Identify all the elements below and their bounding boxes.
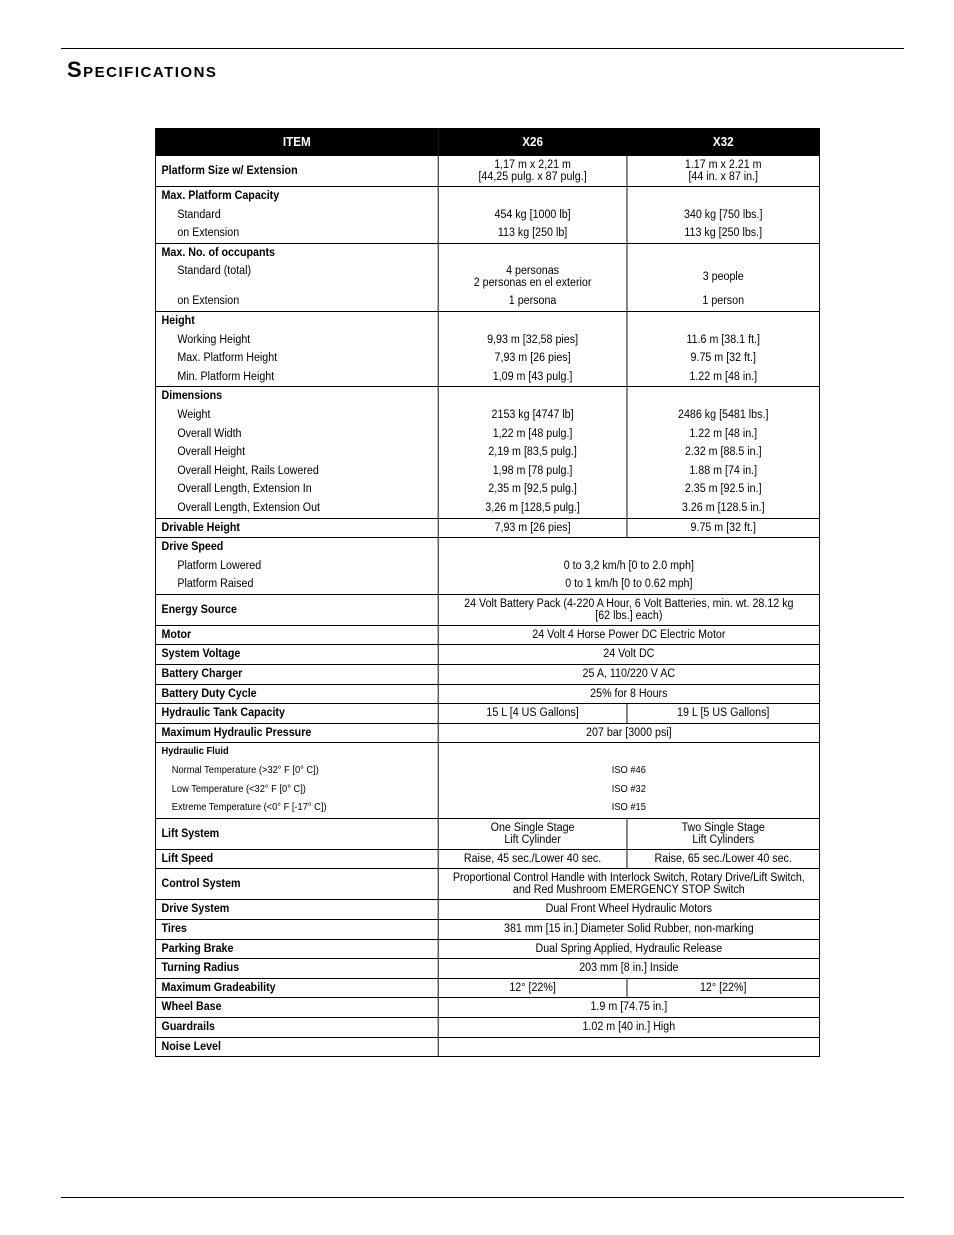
value-x32: 9.75 m [32 ft.]: [627, 518, 820, 538]
row-label: Standard (total): [155, 262, 438, 292]
value-both: 381 mm [15 in.] Diameter Solid Rubber, non-marking: [438, 920, 819, 940]
value-x26: 1,22 m [48 pulg.]: [438, 425, 627, 444]
row-label: Hydraulic Tank Capacity: [155, 704, 438, 724]
row-label: Overall Length, Extension Out: [155, 499, 438, 518]
table-row: [155, 723, 819, 743]
table-row: [155, 224, 819, 243]
table-row: [155, 349, 819, 368]
row-label: Lift System: [155, 818, 438, 849]
row-label: Overall Width: [155, 425, 438, 444]
table-row: [155, 480, 819, 499]
value-x32: 340 kg [750 lbs.]: [627, 206, 820, 225]
value-x26: 1,98 m [78 pulg.]: [438, 462, 627, 481]
row-label: Height: [155, 311, 438, 330]
row-label: Max. No. of occupants: [155, 243, 438, 262]
row-label: Drivable Height: [155, 518, 438, 538]
row-label: Overall Height: [155, 443, 438, 462]
table-row: [155, 331, 819, 350]
value-x26: [438, 243, 627, 262]
row-label: Tires: [155, 920, 438, 940]
row-label: Lift Speed: [155, 849, 438, 869]
table-row: [155, 900, 819, 920]
value-x26: [438, 387, 627, 406]
table-row: [155, 849, 819, 869]
value-x32: 1.22 m [48 in.]: [627, 368, 820, 387]
table-row: [155, 1037, 819, 1057]
value-both: 24 Volt DC: [438, 645, 819, 665]
value-x32: 2.32 m [88.5 in.]: [627, 443, 820, 462]
value-x32: 3 people: [627, 262, 820, 292]
table-row: [155, 684, 819, 704]
table-row: [155, 187, 819, 206]
table-row: [155, 869, 819, 900]
value-x26: Raise, 45 sec./Lower 40 sec.: [438, 849, 627, 869]
value-x32: Raise, 65 sec./Lower 40 sec.: [627, 849, 820, 869]
table-row: [155, 368, 819, 387]
row-label: Normal Temperature (>32° F [0° C]): [155, 762, 438, 781]
row-label: Platform Raised: [155, 575, 438, 594]
header-x26: X26: [438, 129, 627, 156]
table-row: [155, 645, 819, 665]
table-row: [155, 959, 819, 979]
value-x32: [627, 243, 820, 262]
value-x32: 19 L [5 US Gallons]: [627, 704, 820, 724]
table-row: [155, 406, 819, 425]
value-both: 25 A, 110/220 V AC: [438, 665, 819, 685]
specifications-table: [155, 128, 820, 1057]
row-label: on Extension: [155, 292, 438, 311]
table-row: [155, 594, 819, 625]
row-label: on Extension: [155, 224, 438, 243]
value-both: 25% for 8 Hours: [438, 684, 819, 704]
value-x32: 2.35 m [92.5 in.]: [627, 480, 820, 499]
table-row: [155, 462, 819, 481]
value-both: Dual Front Wheel Hydraulic Motors: [438, 900, 819, 920]
row-label: Drive System: [155, 900, 438, 920]
row-label: Battery Duty Cycle: [155, 684, 438, 704]
value-x26: 2,35 m [92,5 pulg.]: [438, 480, 627, 499]
row-label: Turning Radius: [155, 959, 438, 979]
value-x32: 2486 kg [5481 lbs.]: [627, 406, 820, 425]
row-label: Overall Length, Extension In: [155, 480, 438, 499]
row-label: Low Temperature (<32° F [0° C]): [155, 781, 438, 800]
table-row: [155, 243, 819, 262]
bottom-rule: [61, 1197, 904, 1198]
value-x26: 2153 kg [4747 lb]: [438, 406, 627, 425]
table-row: [155, 799, 819, 818]
value-x32: 1.17 m x 2.21 m [44 in. x 87 in.]: [627, 156, 820, 187]
value-both: 24 Volt Battery Pack (4-220 A Hour, 6 Volt Batteries, min. wt. 28.12 kg [62 lbs.] each): [438, 594, 819, 625]
value-x32: 1 person: [627, 292, 820, 311]
row-label: Battery Charger: [155, 665, 438, 685]
row-label: Maximum Gradeability: [155, 978, 438, 998]
header-x32: X32: [627, 129, 820, 156]
row-label: Motor: [155, 625, 438, 645]
row-label: Max. Platform Height: [155, 349, 438, 368]
value-x26: [438, 187, 627, 206]
value-x26: 1,17 m x 2,21 m [44,25 pulg. x 87 pulg.]: [438, 156, 627, 187]
value-x26: 12° [22%]: [438, 978, 627, 998]
value-x32: 3.26 m [128.5 in.]: [627, 499, 820, 518]
table-row: [155, 538, 819, 557]
table-row: [155, 1017, 819, 1037]
row-label: Maximum Hydraulic Pressure: [155, 723, 438, 743]
value-x26: 1 persona: [438, 292, 627, 311]
row-label: Control System: [155, 869, 438, 900]
row-label: Noise Level: [155, 1037, 438, 1057]
table-row: [155, 665, 819, 685]
table-row: [155, 762, 819, 781]
row-label: Parking Brake: [155, 939, 438, 959]
value-x32: 11.6 m [38.1 ft.]: [627, 331, 820, 350]
value-x32: [627, 187, 820, 206]
table-row: [155, 425, 819, 444]
table-row: [155, 292, 819, 311]
value-x26: [438, 311, 627, 330]
row-label: Dimensions: [155, 387, 438, 406]
row-label: Guardrails: [155, 1017, 438, 1037]
table-row: [155, 998, 819, 1018]
value-both: 24 Volt 4 Horse Power DC Electric Motor: [438, 625, 819, 645]
value-x32: [627, 387, 820, 406]
value-both: Dual Spring Applied, Hydraulic Release: [438, 939, 819, 959]
value-x26: 113 kg [250 lb]: [438, 224, 627, 243]
row-label: Weight: [155, 406, 438, 425]
table-row: [155, 156, 819, 187]
table-row: [155, 818, 819, 849]
value-both: [438, 1037, 819, 1057]
row-label: Min. Platform Height: [155, 368, 438, 387]
value-both: Proportional Control Handle with Interlock Switch, Rotary Drive/Lift Switch, and Red Mushroom EMERGENCY STOP Switch: [438, 869, 819, 900]
table-body: [155, 156, 819, 1057]
value-both: 1.02 m [40 in.] High: [438, 1017, 819, 1037]
row-label: Overall Height, Rails Lowered: [155, 462, 438, 481]
row-label: Drive Speed: [155, 538, 438, 557]
row-label: Standard: [155, 206, 438, 225]
page-title: Specifications: [67, 57, 218, 82]
value-both: 203 mm [8 in.] Inside: [438, 959, 819, 979]
row-label: Wheel Base: [155, 998, 438, 1018]
value-both: 207 bar [3000 psi]: [438, 723, 819, 743]
value-x26: 1,09 m [43 pulg.]: [438, 368, 627, 387]
value-x26: 2,19 m [83,5 pulg.]: [438, 443, 627, 462]
row-label: Working Height: [155, 331, 438, 350]
value-x26: One Single Stage Lift Cylinder: [438, 818, 627, 849]
value-both: ISO #46: [438, 762, 819, 781]
row-label: Hydraulic Fluid: [155, 743, 438, 762]
row-label: Platform Lowered: [155, 557, 438, 576]
value-x26: 9,93 m [32,58 pies]: [438, 331, 627, 350]
table-row: [155, 939, 819, 959]
table-row: [155, 625, 819, 645]
value-x26: 4 personas 2 personas en el exterior: [438, 262, 627, 292]
value-x26: 7,93 m [26 pies]: [438, 349, 627, 368]
row-label: Energy Source: [155, 594, 438, 625]
table-row: [155, 206, 819, 225]
value-x26: 3,26 m [128,5 pulg.]: [438, 499, 627, 518]
value-x32: 12° [22%]: [627, 978, 820, 998]
value-x32: 1.88 m [74 in.]: [627, 462, 820, 481]
value-x26: 454 kg [1000 lb]: [438, 206, 627, 225]
table-row: [155, 518, 819, 538]
table-row: [155, 443, 819, 462]
table-row: [155, 499, 819, 518]
row-label: Max. Platform Capacity: [155, 187, 438, 206]
value-both: 0 to 3,2 km/h [0 to 2.0 mph]: [438, 557, 819, 576]
value-x26: 7,93 m [26 pies]: [438, 518, 627, 538]
table-row: [155, 311, 819, 330]
table-row: [155, 781, 819, 800]
table-header-row: [155, 129, 819, 156]
value-both: [438, 743, 819, 762]
value-both: ISO #15: [438, 799, 819, 818]
value-both: 0 to 1 km/h [0 to 0.62 mph]: [438, 575, 819, 594]
table-row: [155, 920, 819, 940]
table-row: [155, 743, 819, 762]
value-both: 1.9 m [74.75 in.]: [438, 998, 819, 1018]
value-both: [438, 538, 819, 557]
header-item: ITEM: [155, 129, 438, 156]
table-row: [155, 704, 819, 724]
value-both: ISO #32: [438, 781, 819, 800]
table-row: [155, 387, 819, 406]
value-x32: [627, 311, 820, 330]
value-x32: 9.75 m [32 ft.]: [627, 349, 820, 368]
row-label: Platform Size w/ Extension: [155, 156, 438, 187]
table-row: [155, 262, 819, 292]
row-label: Extreme Temperature (<0° F [-17° C]): [155, 799, 438, 818]
value-x32: Two Single Stage Lift Cylinders: [627, 818, 820, 849]
table-row: [155, 575, 819, 594]
top-rule: [61, 48, 904, 49]
table-row: [155, 557, 819, 576]
table-row: [155, 978, 819, 998]
value-x26: 15 L [4 US Gallons]: [438, 704, 627, 724]
value-x32: 1.22 m [48 in.]: [627, 425, 820, 444]
row-label: System Voltage: [155, 645, 438, 665]
value-x32: 113 kg [250 lbs.]: [627, 224, 820, 243]
